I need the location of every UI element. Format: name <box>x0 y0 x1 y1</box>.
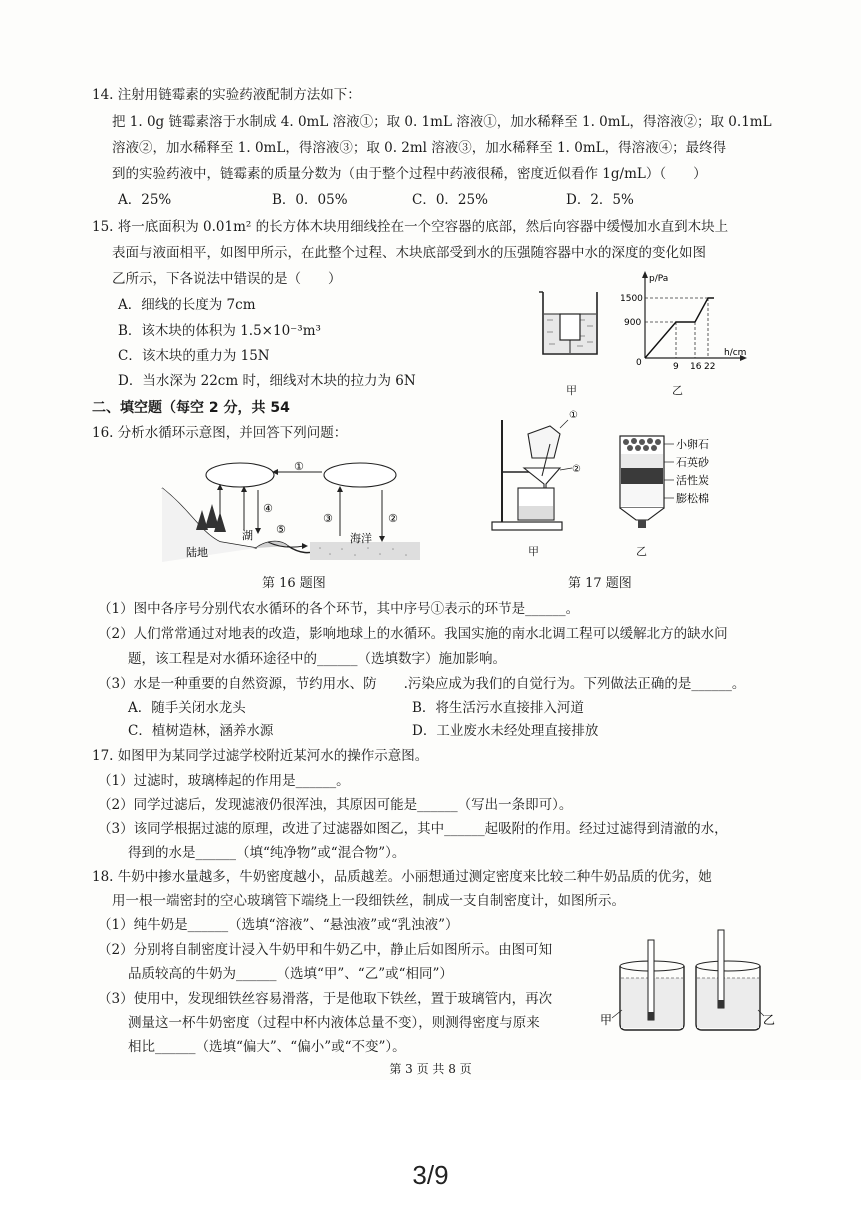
q17-part-2: （2）同学过滤后，发现滤液仍很浑浊，其原因可能是______（写出一条即可）。 <box>98 797 573 813</box>
arrow-2-head <box>379 536 385 542</box>
filter-outlet <box>638 520 646 528</box>
graph-pressure-line <box>645 298 714 358</box>
hydrometer-yi-wire <box>718 1000 724 1008</box>
q18-part-1: （1）纯牛奶是______（选填“溶液”、“悬浊液”或“乳浊液”） <box>98 917 459 933</box>
graph-xtick-9: 9 <box>673 362 679 372</box>
q17-label-1: ① <box>569 410 578 421</box>
graph-xlabel: h/cm <box>724 348 747 358</box>
q17-part-3b: 得到的水是______（填“纯净物”或“混合物”）。 <box>128 845 406 861</box>
q15-option-c: C．该木块的重力为 15N <box>118 348 270 364</box>
q16-part-3: （3）水是一种重要的自然资源，节约用水、防 .污染应成为我们的自觉行为。下列做法正确的是______。 <box>98 676 746 692</box>
sea-cloud <box>324 463 396 487</box>
activated-carbon-layer <box>621 468 663 484</box>
q15-beaker-figure <box>535 286 605 366</box>
label-2: ② <box>388 512 398 525</box>
milk-yi <box>697 978 759 1028</box>
q15-line-2: 表面与液面相平，如图甲所示，在此整个过程、木块底部受到水的压强随容器中水的深度的变化如图 <box>112 245 706 261</box>
q17-filter-apparatus-figure <box>488 404 588 536</box>
graph-y-arrow <box>642 271 648 278</box>
q16-part-2a: （2）人们常常通过对地表的改造，影响地球上的水循环。我国实施的南水北调工程可以缓解北方的缺水问 <box>98 626 728 642</box>
label-5: ⑤ <box>276 523 286 536</box>
arrow-5-head <box>302 543 308 549</box>
hydrometer-yi <box>718 930 724 1008</box>
stand-base <box>492 522 562 530</box>
q18-line-2: 用一根一端密封的空心玻璃管下端绕上一段细铁丝，制成一支自制密度计，如图所示。 <box>112 893 625 909</box>
q15-fig-yi-label: 乙 <box>672 384 683 397</box>
trees-icon <box>196 504 226 532</box>
page-indicator: 3/9 <box>412 1160 449 1190</box>
quartz-sand-layer <box>621 454 663 468</box>
graph-ytick-0: 0 <box>636 358 642 368</box>
pointer-1 <box>560 420 568 428</box>
graph-ytick-1500: 1500 <box>620 294 643 304</box>
arrow-4-head <box>255 528 261 534</box>
q17-line-1: 17. 如图甲为某同学过滤学校附近某河水的操作示意图。 <box>92 748 429 764</box>
q15-option-d: D．当水深为 22cm 时，细线对木块的拉力为 6N <box>118 373 416 389</box>
q15-pressure-graph <box>618 268 758 372</box>
q17-label-2: ② <box>572 464 581 475</box>
q16-line-1: 16. 分析水循环示意图，并回答下列问题： <box>92 425 348 441</box>
q18-line-1: 18. 牛奶中掺水量越多，牛奶密度越小，品质越差。小丽想通过测定密度来比较二种牛奶品质的优劣，她 <box>92 869 712 885</box>
q15-line-3: 乙所示，下各说法中错误的是（ ） <box>112 271 342 287</box>
label-sea: 海洋 <box>350 532 372 545</box>
q17-simple-filter-figure <box>610 432 750 536</box>
page-footer: 第 3 页 共 8 页 <box>389 1062 472 1076</box>
q14-line-2: 把 1. 0g 链霉素溶于水制成 4. 0mL 溶液①；取 0. 1mL 溶液①，加水稀释至 1. 0mL，得溶液②；取 0.1mL <box>112 114 772 130</box>
label-pebble: 小卵石 <box>676 438 709 451</box>
q17-fig-caption: 第 17 题图 <box>568 576 632 591</box>
filter-neck <box>620 508 664 520</box>
graph-xtick-16: 16 <box>690 362 702 372</box>
q17-part-1: （1）过滤时，玻璃棒起的作用是______。 <box>98 773 350 789</box>
q18-fig-jia-label: 甲 <box>600 1013 613 1027</box>
label-activated-carbon: 活性炭 <box>676 474 709 487</box>
graph-ylabel: p/Pa <box>649 274 669 284</box>
arrow-3-head <box>337 486 343 492</box>
q18-hydrometer-figure <box>600 926 775 1038</box>
hydrometer-jia-wire <box>648 1012 654 1020</box>
hydrometer-jia <box>648 940 654 1020</box>
q16-water-cycle-figure <box>160 450 420 568</box>
q18-part-2a: （2）分别将自制密度计浸入牛奶甲和牛奶乙中，静止后如图所示。由图可知 <box>98 942 553 958</box>
q15-option-b: B．该木块的体积为 1.5×10⁻³m³ <box>118 323 321 339</box>
label-lake: 湖 <box>242 529 253 542</box>
q14-line-3: 溶液②，加水稀释至 1. 0mL，得溶液③；取 0. 2ml 溶液③，加水稀释至 1. 0mL，得溶液④；最终得 <box>112 140 727 156</box>
cotton-layer <box>621 484 663 506</box>
q15-line-1: 15. 将一底面积为 0.01m² 的长方体木块用细线拴在一个空容器的底部，然后向容器中缓慢加水直到木块上 <box>92 219 729 235</box>
q17-fig-jia-label: 甲 <box>528 545 539 558</box>
graph-ytick-900: 900 <box>624 318 642 328</box>
q15-option-a: A．细线的长度为 7cm <box>118 297 256 313</box>
q14-option-b: B．0．05% <box>272 192 348 208</box>
label-1: ① <box>294 460 304 473</box>
cup-yi-rim <box>696 961 760 971</box>
q15-fig-jia-label: 甲 <box>566 384 577 397</box>
q16-option-c: C．植树造林，涵养水源 <box>128 723 274 739</box>
filtrate <box>519 506 553 519</box>
land-cloud <box>206 463 274 487</box>
pointer-2 <box>560 468 572 470</box>
label-quartz-sand: 石英砂 <box>676 456 709 469</box>
q14-line-4: 到的实验药液中，链霉素的质量分数为（由于整个过程中药液很稀，密度近似看作 1g/mL）（ ） <box>112 166 707 182</box>
label-land: 陆地 <box>186 546 208 559</box>
q16-option-a: A．随手关闭水龙头 <box>128 700 246 716</box>
q17-fig-yi-label: 乙 <box>636 545 647 558</box>
q16-option-b: B．将生活污水直接排入河道 <box>412 700 584 716</box>
q14-line-1: 14. 注射用链霉素的实验药液配制方法如下： <box>92 87 361 103</box>
q14-option-a: A．25% <box>118 192 172 208</box>
q16-part-1: （1）图中各序号分别代农水循环的各个环节，其中序号①表示的环节是______。 <box>98 601 580 617</box>
q17-part-3a: （3）该同学根据过滤的原理，改进了过滤器如图乙，其中______起吸附的作用。经过过滤得到清澈的水， <box>98 821 728 837</box>
graph-xtick-22: 22 <box>704 362 716 372</box>
label-3: ③ <box>323 512 333 525</box>
q16-fig-caption: 第 16 题图 <box>262 576 326 591</box>
section-2-heading: 二、填空题（每空 2 分，共 54 <box>92 400 290 416</box>
q14-option-c: C．0．25% <box>412 192 488 208</box>
q18-fig-yi-label: 乙 <box>763 1013 775 1027</box>
q18-part-3b: 测量这一杯牛奶密度（过程中杯内液体总量不变），则测得密度与原来 <box>128 1015 540 1031</box>
label-cotton: 膨松棉 <box>676 492 709 505</box>
q18-part-3c: 相比______（选填“偏大”、“偏小”或“不变”）。 <box>128 1039 406 1055</box>
q18-part-2b: 品质较高的牛奶为______（选填“甲”、“乙”或“相同”） <box>128 966 453 982</box>
q16-option-d: D．工业废水未经处理直接排放 <box>412 723 599 739</box>
q14-option-d: D．2．5% <box>566 192 634 208</box>
label-4: ④ <box>263 502 273 515</box>
q18-part-3a: （3）使用中，发现细铁丝容易滑落，于是他取下铁丝，置于玻璃管内，再次 <box>98 991 553 1007</box>
pouring-beaker <box>528 426 560 458</box>
q16-part-2b: 题，该工程是对水循环途径中的______（选填数字）施加影响。 <box>128 651 506 667</box>
